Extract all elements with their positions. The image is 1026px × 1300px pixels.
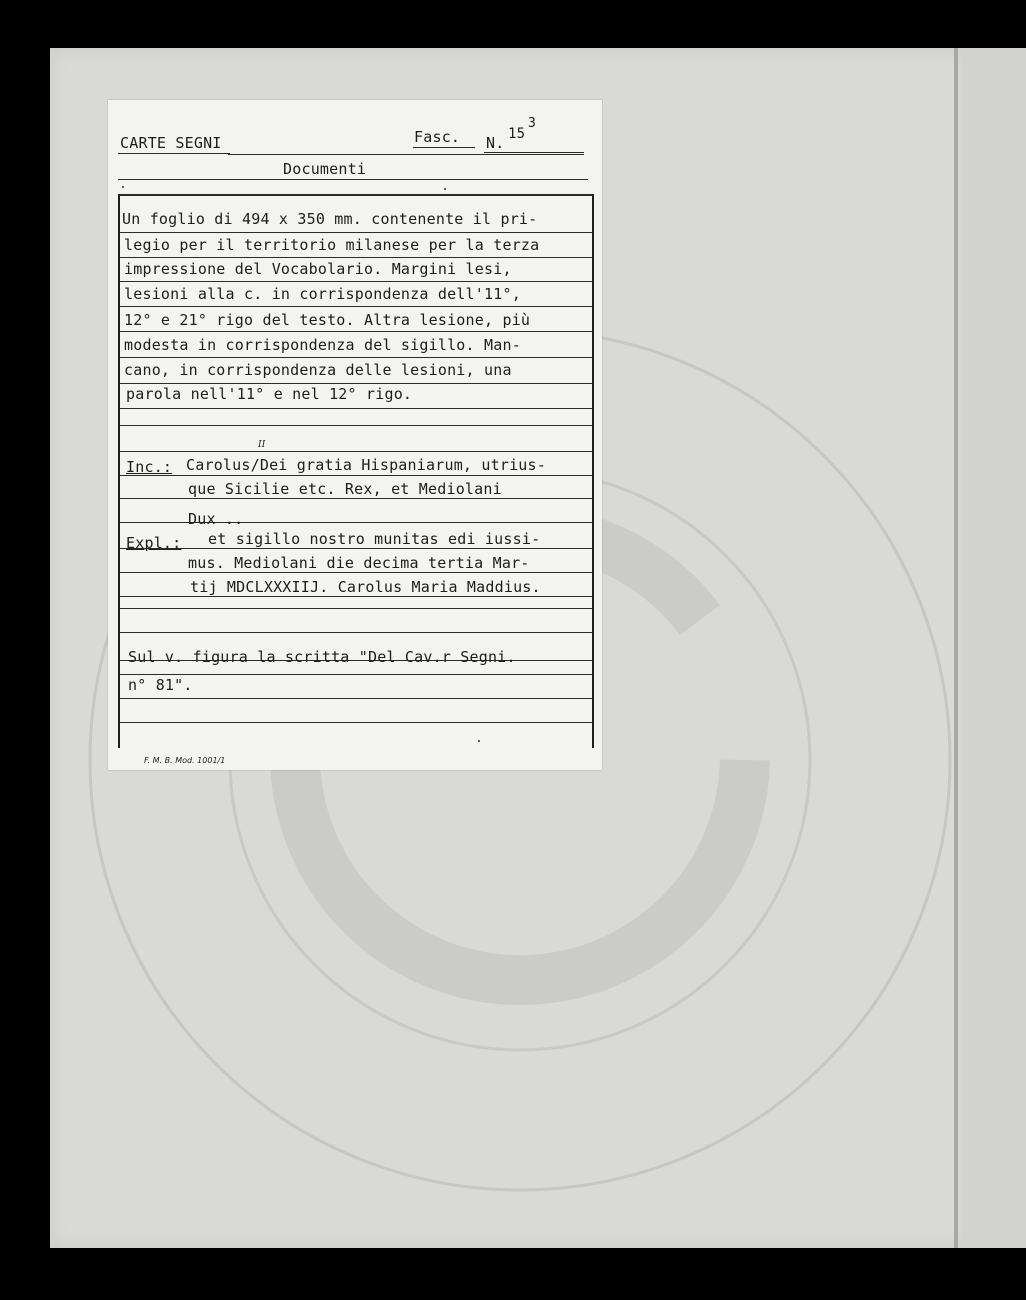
- incipit-label: Inc.:: [126, 458, 173, 476]
- description-line-3: impressione del Vocabolario. Margini lesi,: [124, 260, 512, 278]
- description-line-4: lesioni alla c. in corrispondenza dell'11°,: [124, 285, 521, 303]
- description-line-2: legio per il territorio milanese per la terza: [124, 236, 540, 254]
- explicit-line-1: et sigillo nostro munitas edi iussi-: [208, 530, 541, 548]
- explicit-line-2: mus. Mediolani die decima tertia Mar-: [188, 554, 530, 572]
- incipit-handwritten-insert: II: [258, 440, 266, 450]
- explicit-label: Expl.:: [126, 534, 182, 552]
- number-superscript: 3: [528, 116, 537, 131]
- incipit-line-1: Carolus/Dei gratia Hispaniarum, utrius-: [186, 456, 546, 474]
- description-line-7: cano, in corrispondenza delle lesioni, una: [124, 361, 512, 379]
- adjacent-page: [962, 48, 1026, 1248]
- folder-spine: [954, 48, 958, 1248]
- incipit-line-3: Dux ..: [188, 510, 244, 528]
- number-value: 15: [508, 126, 526, 142]
- fasc-label: Fasc.: [414, 128, 461, 146]
- incipit-line-2: que Sicilie etc. Rex, et Mediolani: [188, 480, 502, 498]
- verso-line-2: n° 81".: [128, 676, 193, 694]
- explicit-line-3: tij MDCLXXXIIJ. Carolus Maria Maddius.: [190, 578, 541, 596]
- description-line-5: 12° e 21° rigo del testo. Altra lesione, più: [124, 311, 531, 329]
- description-line-1: Un foglio di 494 x 350 mm. contenente il pri-: [122, 210, 538, 228]
- description-line-6: modesta in corrispondenza del sigillo. Man-: [124, 336, 521, 354]
- number-label: N.: [486, 134, 505, 152]
- catalog-card: [108, 100, 602, 770]
- form-code: F. M. B. Mod. 1001/1: [144, 756, 226, 765]
- description-line-8: parola nell'11° e nel 12° rigo.: [126, 385, 413, 403]
- verso-line-1: Sul v. figura la scritta "Del Cav.r Segni.: [128, 648, 516, 666]
- section-title: Documenti: [283, 160, 367, 178]
- collection-title: CARTE SEGNI: [120, 134, 222, 152]
